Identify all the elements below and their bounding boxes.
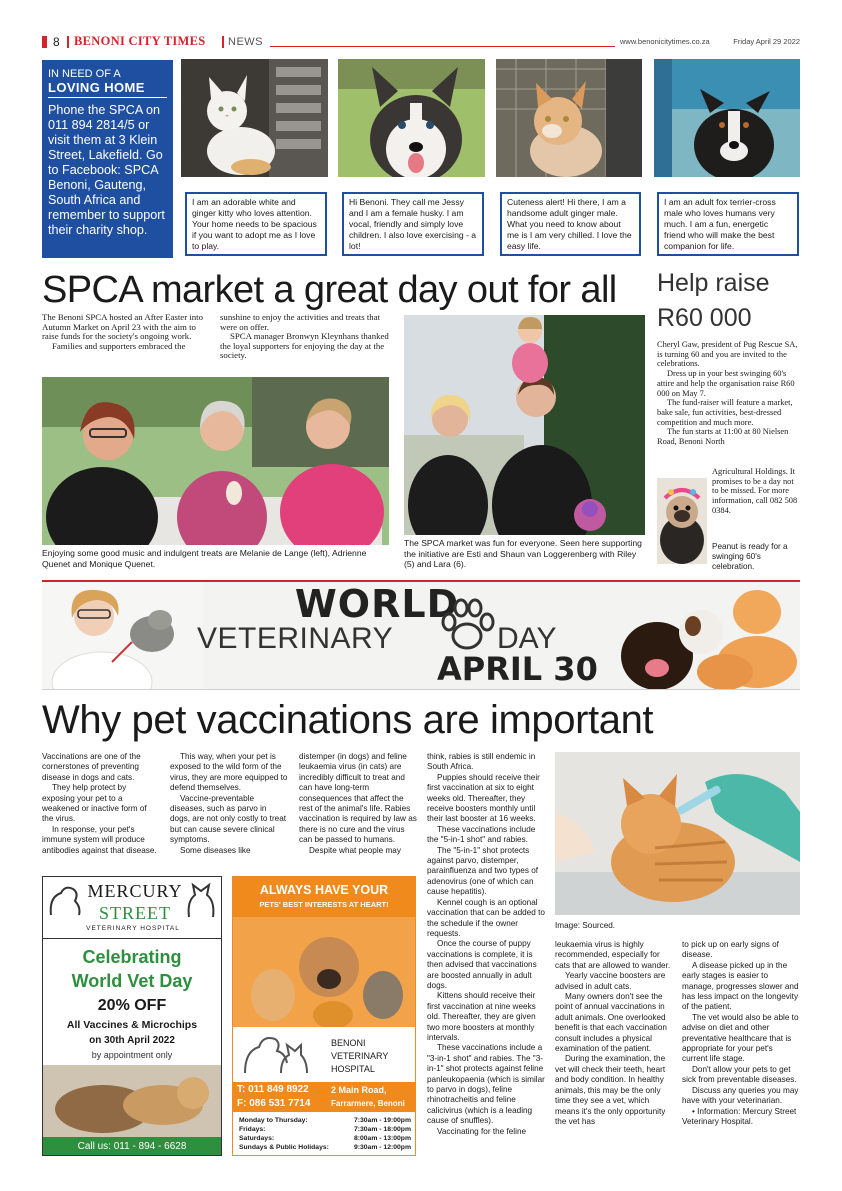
peanut-pug-photo	[657, 478, 707, 564]
vacc-headline: Why pet vaccinations are important	[42, 698, 654, 742]
vacc-column-1	[42, 752, 160, 856]
header-divider-2	[222, 36, 224, 48]
spca-col1-p2: Families and supporters embraced the	[52, 340, 186, 351]
banner-vet-photo	[42, 582, 202, 690]
vacc-column-4	[427, 752, 546, 1137]
mercury-offer: 20% OFF	[97, 997, 167, 1014]
mercury-note: by appointment only	[91, 1050, 173, 1060]
mercury-cat-dog-photo	[43, 1065, 221, 1137]
adoption-body: Phone the SPCA on 011 894 2814/5 or visit them at 3 Klein Street, Lakefield. Go to Facebook: SPCA Benoni, Gauteng, South Africa and remember to support their charity shop.	[48, 103, 165, 237]
adoption-title: LOVING HOME	[48, 80, 167, 98]
mercury-offer-detail: All Vaccines & Microchips	[66, 1019, 198, 1031]
header-rule	[270, 46, 615, 47]
adoption-info-box	[42, 60, 173, 258]
benoni-address-1: 2 Main Road,	[331, 1085, 387, 1095]
hours-row: Monday to Thursday: 7:30am - 19:00pm	[239, 1117, 411, 1124]
spca-photo1-caption: Enjoying some good music and indulgent treats are Melanie de Lange (left), Adrienne Quenet and Monique Quenet.	[42, 548, 367, 569]
vacc-column-3	[299, 752, 417, 856]
vacc-col1-p1: Vaccinations are one of the cornerstones of preventing disease in dogs and cats.	[42, 752, 141, 782]
help-raise-line1: Help raise	[657, 269, 770, 297]
section-label: NEWS	[228, 36, 263, 48]
vacc-col4-p6: Once the course of puppy vaccinations is complete, it is then advised that vaccinations are boosted annually in adult dogs.	[427, 939, 537, 990]
help-raise-headline	[657, 266, 802, 336]
mercury-brand-sub: VETERINARY HOSPITAL	[86, 925, 180, 932]
spca-col2-p1: sunshine to enjoy the activities and treats that were on offer.	[220, 312, 381, 332]
world-vet-day-banner	[42, 580, 800, 690]
vacc-col4-p7: Kittens should receive their first vaccination at nine weeks old. Thereafter, they are given two more boosters at monthly intervals.	[427, 991, 536, 1042]
website[interactable]: www.benonicitytimes.co.za	[620, 37, 710, 46]
vacc-col4-p5: Kennel cough is an optional vaccination that can be added to the schedule if the owner requests.	[427, 897, 545, 938]
vacc-col6-p2: A disease picked up in the early stages is easier to manage, progresses slower and has less impact on the longevity of the patient.	[682, 960, 799, 1012]
vacc-col4-p4: The "5-in-1" shot protects against parvo, distemper, parainfluenza and two types of adenovirus (one of which can cause hepatitis).	[427, 845, 539, 897]
vacc-col3-p2: Despite what people may	[309, 845, 401, 855]
banner-world: WORLD	[294, 582, 460, 626]
vacc-col4-p2: Puppies should receive their first vaccination at six to eight weeks old. Thereafter, they receive boosters monthly until their last booster at 16 weeks.	[427, 772, 540, 824]
vacc-col1-p2: They help protect by exposing your pet to a weakened or inactive form of the virus.	[42, 783, 147, 824]
vacc-col1-p3: In response, your pet's immune system will produce antibodies against that disease.	[42, 824, 157, 855]
mercury-headline-2: World Vet Day	[71, 971, 193, 991]
vacc-col5-p4: During the examination, the vet will check their teeth, heart and body condition. In healthy animals, this may be the only time they see a vet, which means it's the only opportunity the vet has	[555, 1054, 666, 1126]
vacc-col6-p4: Don't allow your pets to get sick from preventable diseases.	[682, 1064, 797, 1085]
help-raise-p1: Cheryl Gaw, president of Pug Rescue SA, is turning 60 and you are invited to the celebrations.	[657, 340, 798, 369]
page-header	[42, 34, 800, 50]
mercury-headline-1: Celebrating	[82, 947, 182, 967]
header-divider	[67, 36, 69, 48]
help-raise-body	[657, 340, 800, 447]
benoni-dog-cat-outline-icon	[241, 1029, 311, 1077]
spca-col1-p1: The Benoni SPCA hosted an After Easter into Autumn Market on April 23 with the aim to raise funds for the society's ongoing work.	[42, 312, 204, 342]
hours-row: Sundays & Public Holidays: 9:30am - 12:00pm	[239, 1144, 411, 1151]
vacc-column-5	[555, 940, 673, 1127]
mercury-brand-line1: MERCURY	[87, 881, 183, 901]
help-raise-p3: The fund-raiser will feature a market, bake sale, fun activities, best-dressed competition and much more.	[657, 398, 793, 427]
banner-pets-photo	[607, 582, 800, 690]
vacc-col2-p2: Vaccine-preventable diseases, such as parvo in dogs, are not only costly to treat but can cause severe clinical symptoms.	[170, 793, 287, 845]
vacc-col6-p3: The vet would also be able to advise on diet and other preventative healthcare that is appropriate for your pet's current life stage.	[682, 1012, 799, 1064]
help-raise-p4: The fun starts at 11:00 at 80 Nielsen Road, Benoni North	[657, 427, 789, 447]
adoption-kicker: IN NEED OF A	[48, 68, 121, 80]
pet-photo-terrier	[654, 59, 800, 177]
pet-caption-2: Hi Benoni. They call me Jessy and I am a female husky. I am vocal, friendly and simply love children. I also love exercising - a lot!	[342, 192, 484, 256]
vacc-cat-photo	[555, 752, 800, 915]
spca-photo-family	[404, 315, 645, 535]
benoni-pets-photo	[233, 917, 415, 1027]
spca-photo2-caption: The SPCA market was fun for everyone. Seen here supporting the initiative are Esti and Shaun van Loggerenberg with Riley (5) and Lara (6).	[404, 538, 642, 569]
benoni-tel[interactable]: T: 011 849 8922	[237, 1084, 309, 1095]
pet-caption-1: I am an adorable white and ginger kitty who loves attention. Your home needs to be spacious if you want to adopt me as I love to play.	[185, 192, 327, 256]
mercury-call[interactable]: Call us: 011 - 894 - 6628	[43, 1137, 221, 1156]
mercury-date: on 30th April 2022	[89, 1035, 175, 1046]
hours-row: Fridays: 7:30am - 18:00pm	[239, 1126, 411, 1133]
benoni-fax: F: 086 531 7714	[237, 1098, 311, 1109]
pet-caption-3: Cuteness alert! Hi there, I am a handsome adult ginger male. What you need to know about me is I am very chilled. I love the easy life.	[500, 192, 641, 256]
benoni-headline-1: ALWAYS HAVE YOUR	[259, 883, 389, 897]
pet-photo-husky	[338, 59, 485, 177]
benoni-vet-ad	[232, 876, 416, 1156]
spca-column-2	[220, 313, 392, 361]
vacc-col2-p1: This way, when your pet is exposed to the wild form of the virus, they are more equipped to defend themselves.	[170, 752, 288, 793]
mercury-logo	[43, 877, 221, 939]
help-raise-line2: R60 000	[657, 304, 752, 332]
pet-photo-kitten	[181, 59, 328, 177]
vacc-col5-p2: Yearly vaccine boosters are advised in adult cats.	[555, 971, 666, 991]
help-raise-wrap: Agricultural Holdings. It promises to be a day not to be missed. For more information, call 082 508 0384.	[712, 467, 798, 515]
spca-col2-p2: SPCA manager Bronwyn Kleynhans thanked the loyal supporters for enjoying the day at the society.	[220, 331, 389, 361]
vacc-col5-p3: Many owners don't see the point of annual vaccinations in adult animals. One overlooked benefit is that each vaccination consult includes a physical examination of the patient.	[555, 992, 667, 1054]
cat-outline-icon	[183, 881, 219, 921]
page-number: 8	[53, 35, 60, 49]
dog-outline-icon	[45, 881, 85, 921]
spca-photo-women	[42, 377, 389, 545]
vacc-col6-p1: to pick up on early signs of disease.	[682, 940, 779, 960]
mercury-street-ad	[42, 876, 222, 1156]
banner-veterinary: VETERINARY	[197, 622, 394, 655]
benoni-address-2: Farrarmere, Benoni	[331, 1099, 405, 1108]
spca-headline: SPCA market a great day out for all	[42, 269, 617, 311]
vacc-column-6	[682, 940, 800, 1127]
help-raise-p2: Dress up in your best swinging 60's attire and help the organisation raise R60 000 on May 7.	[657, 369, 795, 398]
benoni-headline-2: PETS' BEST INTERESTS AT HEART!	[259, 900, 389, 909]
spca-column-1	[42, 313, 212, 351]
vacc-col2-p3: Some diseases like	[180, 845, 251, 855]
vacc-col4-p9: Vaccinating for the feline	[437, 1126, 527, 1136]
pet-caption-4: I am an adult fox terrier-cross male who loves humans very much. I am a fun, energetic friend who will make the best companion for life.	[657, 192, 799, 256]
vacc-col4-p3: These vaccinations include the "5-in-1 shot" and rabies.	[427, 824, 536, 845]
vacc-col6-p6: • Information: Mercury Street Veterinary Hospital.	[682, 1106, 797, 1126]
paw-print-icon	[437, 596, 497, 656]
vacc-image-credit: Image: Sourced.	[555, 921, 616, 930]
benoni-name: BENONI VETERINARY HOSPITAL	[331, 1038, 389, 1074]
vacc-col4-p8: These vaccinations include a "3-in-1 shot" and rabies. The "3-in-1" shot protects against feline panleukopaenia (which is similar to parvo in dogs), feline rhinotracheitis and feline calicivirus (which is a leading cause of snuffles).	[427, 1043, 545, 1126]
pet-photo-ginger-cat	[496, 59, 642, 177]
paper-name: BENONI CITY TIMES	[74, 34, 206, 48]
vacc-column-2	[170, 752, 288, 856]
header-red-tab	[42, 36, 47, 48]
mercury-brand-line2: STREET	[99, 903, 171, 923]
issue-date: Friday April 29 2022	[733, 37, 800, 46]
vacc-col5-p1: leukaemia virus is highly recommended, especially for cats that are allowed to wander.	[555, 940, 671, 970]
vacc-col3-p1: distemper (in dogs) and feline leukaemia virus (in cats) are incredibly difficult to treat and can have long-term consequences that affect the rest of the animal's life. Rabies vaccination is required by law as there is no cure and the virus can be passed to humans.	[299, 752, 417, 845]
benoni-hours	[239, 1116, 411, 1152]
vacc-col6-p5: Discuss any queries you may have with your veterinarian.	[682, 1085, 799, 1106]
banner-day: DAY	[497, 622, 557, 655]
hours-row: Saturdays: 8:00am - 13:00pm	[239, 1135, 411, 1142]
banner-date: APRIL 30	[437, 650, 598, 688]
peanut-caption: Peanut is ready for a swinging 60's celebration.	[712, 542, 788, 571]
vacc-col4-p1: think, rabies is still endemic in South Africa.	[427, 752, 536, 772]
